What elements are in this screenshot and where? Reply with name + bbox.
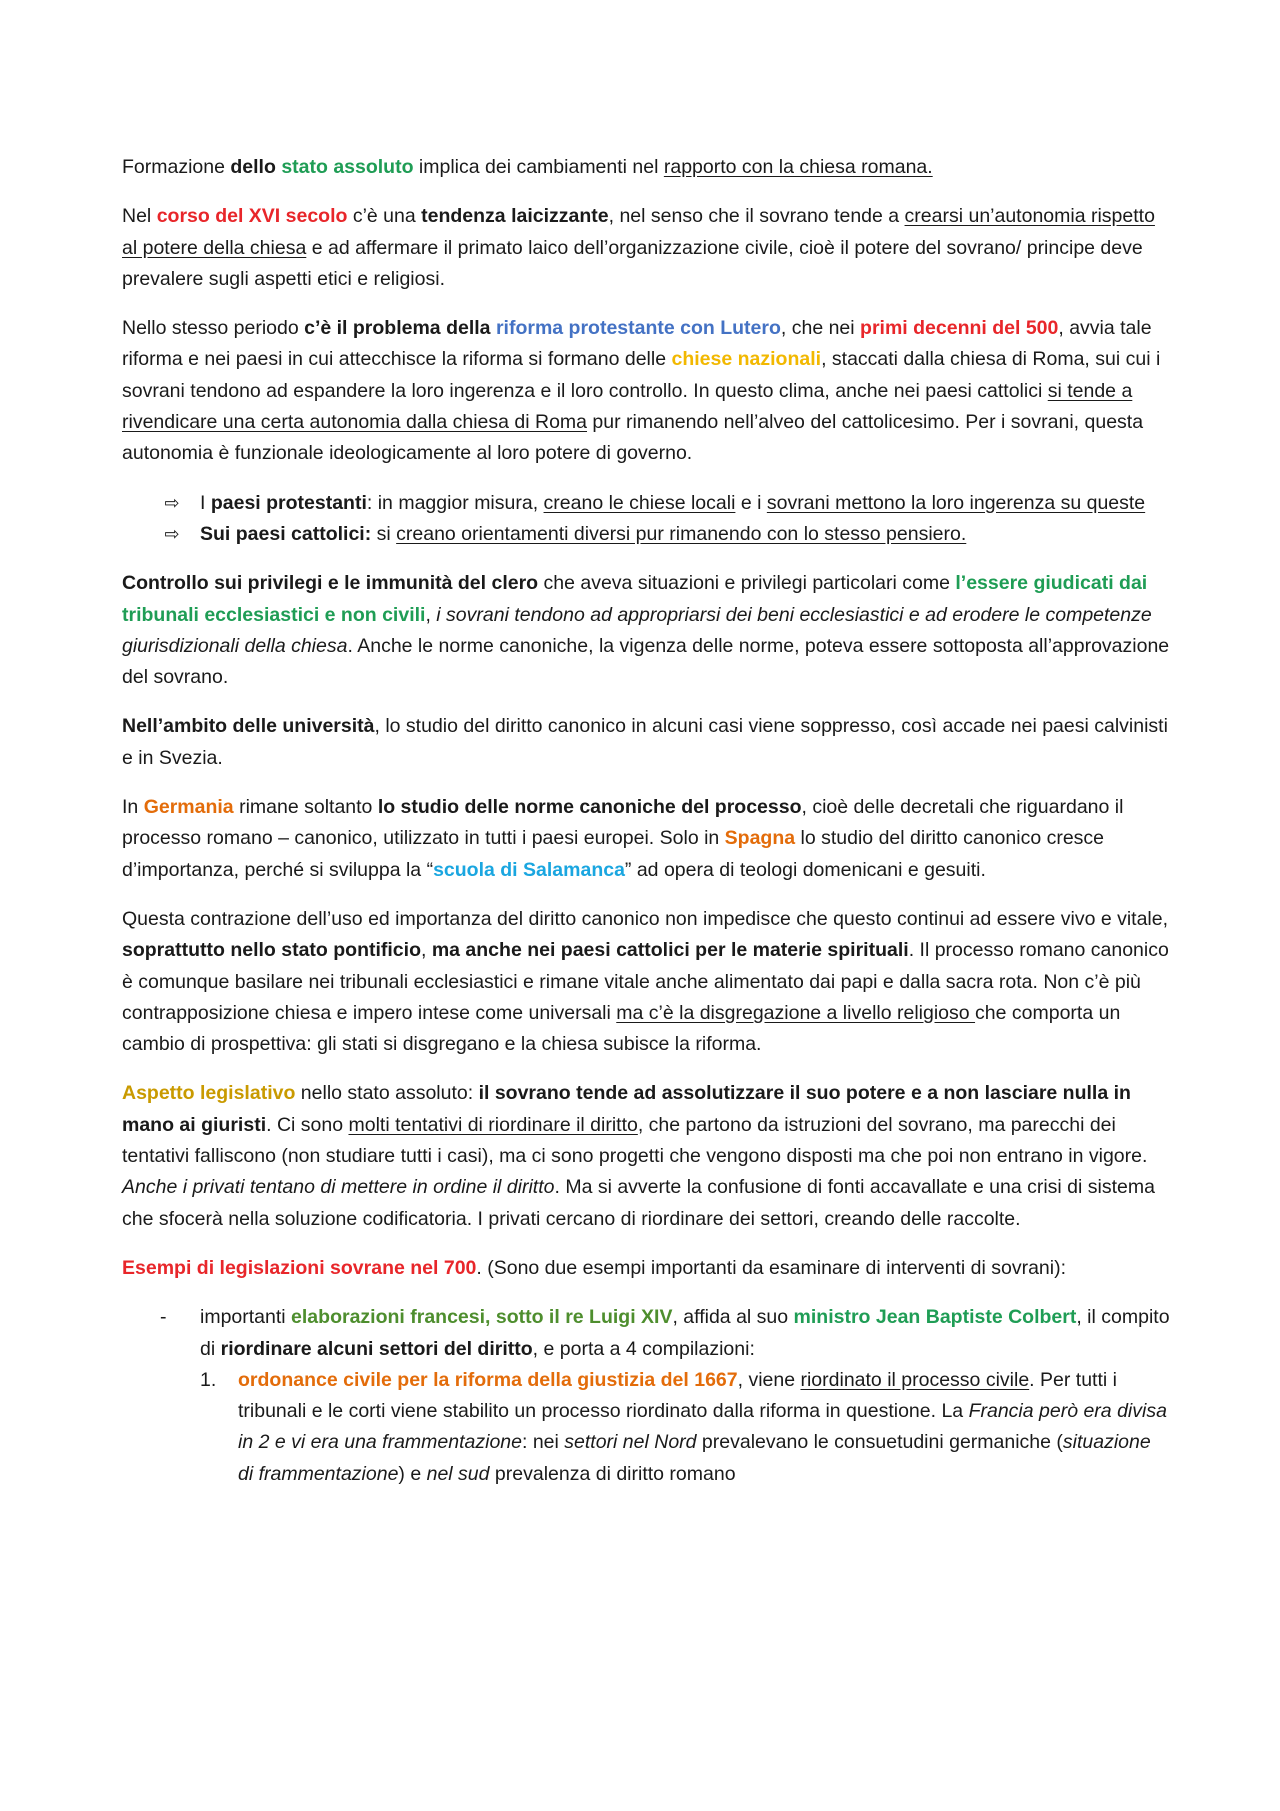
paragraph-privilegi-clero: Controllo sui privilegi e le immunità del clero che aveva situazioni e privilegi particolari come l’essere giudicati dai tribunali ecclesiastici e non civili, i sovrani tendono ad appropriarsi dei beni ecclesiastici e ad erodere le competenze giurisdizionali della chiesa. Anche le norme canoniche, la vigenza delle norme, poteva essere sottoposta all’approvazione del sovrano.: [122, 572, 1170, 689]
arrow-right-icon: ⇨: [164, 492, 180, 514]
list-item-francia: - importanti elaborazioni francesi, sotto il re Luigi XIV, affida al suo ministro Jean Baptiste Colbert, il compito di riordinare alcuni settori del diritto, e porta a 4 compilazioni:: [122, 1302, 1170, 1365]
number-marker: 1.: [200, 1368, 217, 1391]
paragraph-germania-spagna: In Germania rimane soltanto lo studio delle norme canoniche del processo, cioè delle decretali che riguardano il processo romano – canonico, utilizzato in tutti i paesi europei. Solo in Spagna lo studio del diritto canonico cresce d’importanza, perché si sviluppa la “scuola di Salamanca” ad opera di teologi domenicani e gesuiti.: [122, 796, 1124, 881]
arrow-list: [122, 488, 1170, 551]
document-body: [122, 152, 1170, 1490]
paragraph-universita: Nell’ambito delle università, lo studio del diritto canonico in alcuni casi viene soppresso, così accade nei paesi calvinisti e in Svezia.: [122, 715, 1168, 769]
paragraph-diritto-canonico: Questa contrazione dell’uso ed importanza del diritto canonico non impedisce che questo continui ad essere vivo e vitale, soprattutto nello stato pontificio, ma anche nei paesi cattolici per le materie spirituali. Il processo romano canonico è comunque basilare nei tribunali ecclesiastici e rimane vitale anche alimentato dai papi e dalla sacra rota. Non c’è più contrapposizione chiesa e impero intese come universali ma c’è la disgregazione a livello religioso che comporta un cambio di prospettiva: gli stati si disgregano e la chiesa subisce la riforma.: [122, 907, 1169, 1056]
dash-list: [122, 1302, 1170, 1490]
arrow-right-icon: ⇨: [164, 523, 180, 545]
arrow-item-cattolici: ⇨ Sui paesi cattolici: si creano orientamenti diversi pur rimanendo con lo stesso pensiero.: [122, 519, 1170, 550]
arrow-item-protestanti: ⇨ I paesi protestanti: in maggior misura, creano le chiese locali e i sovrani mettono la loro ingerenza su queste: [122, 488, 1170, 519]
paragraph-riforma-protestante: Nello stesso periodo c’è il problema della riforma protestante con Lutero, che nei primi decenni del 500, avvia tale riforma e nei paesi in cui attecchisce la riforma si formano delle chiese nazionali, staccati dalla chiesa di Roma, sui cui i sovrani tendono ad espandere la loro ingerenza e il loro controllo. In questo clima, anche nei paesi cattolici si tende a rivendicare una certa autonomia dalla chiesa di Roma pur rimanendo nell’alveo del cattolicesimo. Per i sovrani, questa autonomia è funzionale ideologicamente al loro potere di governo.: [122, 317, 1161, 465]
dash-bullet: -: [160, 1306, 167, 1329]
list-item-ordonance-civile: 1. ordonance civile per la riforma della giustizia del 1667, viene riordinato il processo civile. Per tutti i tribunali e le corti viene stabilito un processo riordinato dalla riforma in questione. La Francia però era divisa in 2 e vi era una frammentazione: nei settori nel Nord prevalevano le consuetudini germaniche (situazione di frammentazione) e nel sud prevalenza di diritto romano: [122, 1365, 1170, 1490]
paragraph-stato-assoluto: Formazione dello stato assoluto implica dei cambiamenti nel rapporto con la chiesa romana.: [122, 156, 933, 178]
paragraph-esempi-legislazioni: Esempi di legislazioni sovrane nel 700. (Sono due esempi importanti da esaminare di interventi di sovrani):: [122, 1256, 1067, 1279]
paragraph-tendenza-laicizzante: Nel corso del XVI secolo c’è una tendenza laicizzante, nel senso che il sovrano tende a crearsi un’autonomia rispetto al potere della chiesa e ad affermare il primato laico dell’organizzazione civile, cioè il potere del sovrano/ principe deve prevalere sugli aspetti etici e religiosi.: [122, 205, 1155, 290]
paragraph-aspetto-legislativo: Aspetto legislativo nello stato assoluto: il sovrano tende ad assolutizzare il suo potere e a non lasciare nulla in mano ai giuristi. Ci sono molti tentativi di riordinare il diritto, che partono da istruzioni del sovrano, ma parecchi dei tentativi falliscono (non studiare tutti i casi), ma ci sono progetti che vengono disposti ma che poi non entrano in vigore. Anche i privati tentano di mettere in ordine il diritto. Ma si avverte la confusione di fonti accavallate e una crisi di sistema che sfocerà nella soluzione codificatoria. I privati cercano di riordinare dei settori, creando delle raccolte.: [122, 1082, 1155, 1230]
